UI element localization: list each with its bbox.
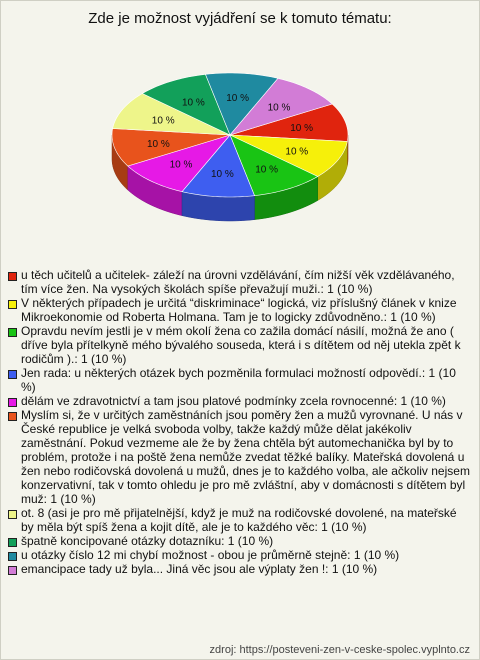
legend-item [8, 534, 472, 548]
legend-swatch [8, 398, 17, 407]
pie-slice-label: 10 % [290, 123, 313, 134]
legend-swatch [8, 370, 17, 379]
legend-item [8, 408, 472, 506]
pie-slice-label: 10 % [182, 97, 205, 109]
pie-slice-label: 10 % [211, 169, 234, 181]
pie-chart [0, 30, 480, 260]
legend-swatch [8, 412, 17, 421]
legend-item [8, 394, 472, 408]
pie-slice-label: 10 % [255, 164, 278, 176]
legend-item [8, 506, 472, 534]
legend-item [8, 268, 472, 296]
legend-item [8, 548, 472, 562]
pie-slice-label: 10 % [285, 146, 309, 158]
legend [8, 268, 472, 576]
legend-label: emancipace tady už byla... Jiná věc jsou ale výplaty žen !: 1 (10 %) [21, 562, 378, 576]
legend-label: u těch učitelů a učitelek- záleží na úrovni vzdělávání, čím nižší věk vzdělávaného, tím více žen. Na vysokých školách spíše převažují muži.: 1 (10 %) [21, 268, 455, 296]
legend-label: ot. 8 (asi je pro mě přijatelnější, když je muž na rodičovské dovolené, na mateřské by měla být spíš žena a kojit dítě, ale je to každého věc: 1 (10 %) [21, 506, 457, 534]
legend-label: dělám ve zdravotnictví a tam jsou platové podmínky zcela rovnocenné: 1 (10 %) [21, 394, 446, 408]
legend-label: V některých případech je určitá “diskriminace“ logická, viz příslušný článek v knize Mikroekonomie od Roberta Holmana. Tam je to logicky zdůvodněno.: 1 (10 %) [21, 296, 457, 324]
legend-swatch [8, 566, 17, 575]
chart-title: Zde je možnost vyjádření se k tomuto tématu: [88, 10, 392, 27]
legend-label: Jen rada: u některých otázek bych pozměnila formulaci možností odpovědí.: 1 (10 %) [21, 366, 456, 394]
legend-item [8, 324, 472, 366]
legend-item [8, 562, 472, 576]
pie-slice-label: 10 % [267, 102, 291, 114]
legend-swatch [8, 328, 17, 337]
source-note: zdroj: https://posteveni-zen-v-ceske-spolec.vyplnto.cz [209, 644, 470, 656]
pie-slice-label: 10 % [151, 115, 175, 127]
legend-item [8, 366, 472, 394]
pie-slice-label: 10 % [226, 92, 249, 104]
legend-swatch [8, 510, 17, 519]
legend-swatch [8, 538, 17, 547]
legend-swatch [8, 300, 17, 309]
legend-label: Opravdu nevím jestli je v mém okolí žena co zažila domácí násilí, možná že ano ( dříve byla přítelkyně mého bývalého souseda, která i s dítětem od něj utekla zpět k rodičům ).: 1 (10 %) [21, 324, 461, 366]
legend-swatch [8, 272, 17, 281]
legend-label: špatně koncipované otázky dotazníku: 1 (10 %) [21, 534, 274, 548]
legend-label: u otázky číslo 12 mi chybí možnost - obou je průměrně stejně: 1 (10 %) [21, 548, 400, 562]
legend-swatch [8, 552, 17, 561]
pie-slice-label: 10 % [147, 139, 170, 150]
pie-slice-label: 10 % [169, 159, 193, 171]
legend-item [8, 296, 472, 324]
legend-label: Myslím si, že v určitých zaměstnáních jsou poměry žen a mužů vyrovnané. U nás v České republice je velká svoboda volby, takže každý může dělat jakékoliv zaměstnání. Pokud vezmeme ale že by žena chtěla být automechanička byl by to problém, protože i na poště žena nemůže zvedat těžké balíky. Mateřská dovolená u žen nebo rodičovská dovolená u mužů, dnes je to každého volba, ale ačkoliv nejsem konzervativní, tak v tomto ohledu je pro mě zvláštní, aby v domácnosti s dítětem byl muž: 1 (10 %) [21, 408, 470, 506]
